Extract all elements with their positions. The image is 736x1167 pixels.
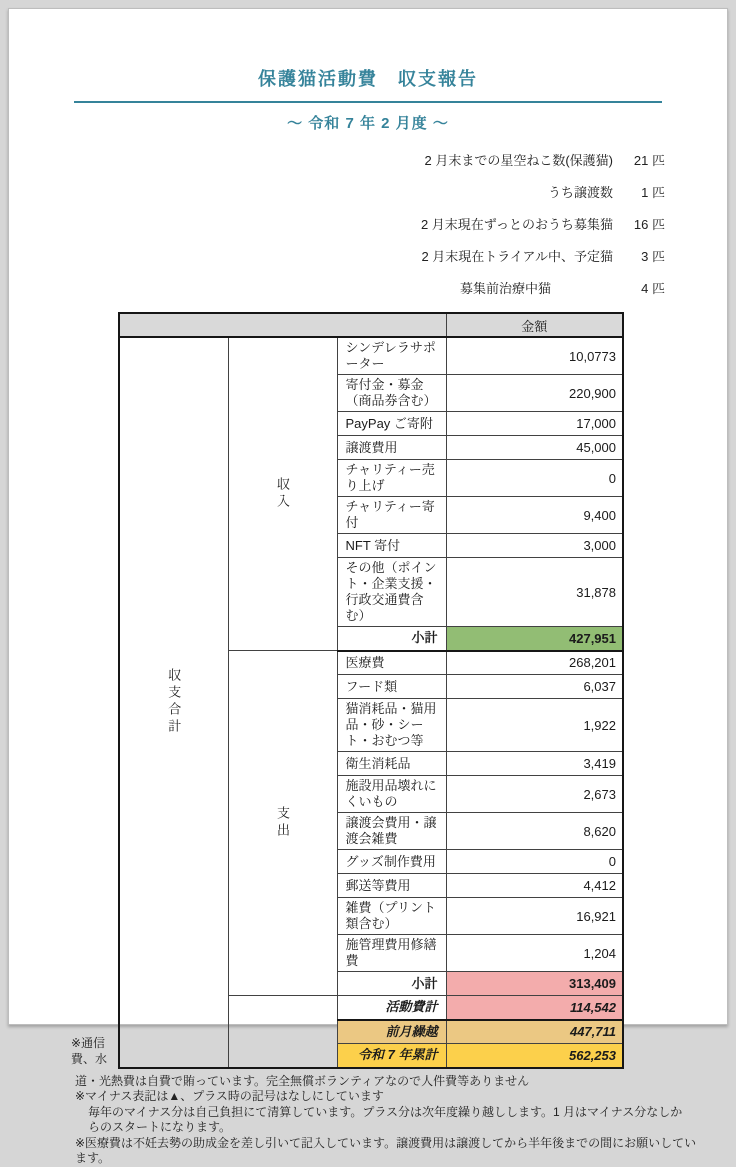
summary-label: 前月繰越	[337, 1020, 446, 1044]
row-label: 譲渡会費用・譲渡会雑費	[337, 813, 446, 850]
row-label: チャリティー売り上げ	[337, 460, 446, 497]
note-line: ※マイナス表記は▲、プラス時の記号はなしにしています	[75, 1089, 384, 1103]
row-label: 衛生消耗品	[337, 752, 446, 776]
cat-stats-block	[9, 150, 665, 310]
row-value: 268,201	[446, 651, 623, 675]
row-label: 郵送等費用	[337, 874, 446, 898]
section-label-income: 収入	[228, 337, 337, 651]
row-value: 3,000	[446, 534, 623, 558]
table-header-row	[119, 313, 623, 337]
note-side-fragment: ※通信費、水	[71, 1035, 108, 1066]
report-page	[8, 8, 728, 1165]
row-label: シンデレラサポーター	[337, 337, 446, 375]
stat-label: うち譲渡数	[547, 185, 613, 200]
header-empty-cell	[119, 313, 446, 337]
stat-row-shelter-cats	[9, 150, 665, 182]
stat-label: 募集前治療中猫	[459, 281, 551, 296]
subtotal-label: 小計	[337, 627, 446, 651]
income-row	[119, 337, 623, 375]
title-divider	[74, 101, 662, 103]
subtotal-value: 313,409	[446, 972, 623, 996]
row-label: フード類	[337, 675, 446, 699]
row-value: 220,900	[446, 375, 623, 412]
row-value: 2,673	[446, 776, 623, 813]
row-label: 雑費（プリント類含む）	[337, 898, 446, 935]
row-label: NFT 寄付	[337, 534, 446, 558]
stat-value: 3 匹	[641, 249, 665, 264]
summary-label: 活動費計	[337, 996, 446, 1020]
row-label: PayPay ご寄附	[337, 412, 446, 436]
stat-value: 1 匹	[641, 185, 665, 200]
row-value: 10,0773	[446, 337, 623, 375]
row-value: 1,204	[446, 935, 623, 972]
summary-label: 令和 7 年累計	[337, 1044, 446, 1068]
stat-value: 21 匹	[633, 153, 665, 168]
footnotes	[75, 1074, 697, 1167]
row-label: 譲渡費用	[337, 436, 446, 460]
section-label-expense: 支出	[228, 651, 337, 996]
report-table-wrap	[71, 312, 624, 1069]
summary-value: 562,253	[446, 1044, 623, 1068]
stat-label: 2 月末現在トライアル中、予定猫	[421, 249, 613, 264]
page-title: 保護猫活動費 収支報告	[258, 69, 478, 89]
row-label: チャリティー寄付	[337, 497, 446, 534]
summary-value: 447,711	[446, 1020, 623, 1044]
stat-value: 16 匹	[633, 217, 665, 232]
stat-row-trial	[9, 246, 665, 278]
row-label: 施管理費用修繕費	[337, 935, 446, 972]
row-value: 8,620	[446, 813, 623, 850]
summary-value: 114,542	[446, 996, 623, 1020]
row-value: 17,000	[446, 412, 623, 436]
row-label: グッズ制作費用	[337, 850, 446, 874]
row-label: その他（ポイント・企業支援・行政交通費含む）	[337, 558, 446, 627]
amount-column-header: 金額	[446, 313, 623, 337]
row-value: 6,037	[446, 675, 623, 699]
stat-label: 2 月末までの星空ねこ数(保護猫)	[424, 153, 613, 168]
row-value: 45,000	[446, 436, 623, 460]
row-value: 0	[446, 460, 623, 497]
note-line: ※医療費は不妊去勢の助成金を差し引いて記入しています。譲渡費用は譲渡してから半年後までの間にお願いしています。	[75, 1135, 697, 1165]
row-value: 4,412	[446, 874, 623, 898]
stat-row-in-treatment	[9, 278, 665, 310]
row-value: 1,922	[446, 699, 623, 752]
stat-label: 2 月末現在ずっとのおうち募集猫	[420, 217, 613, 232]
stat-row-adopted	[9, 182, 665, 214]
stat-value: 4 匹	[641, 281, 665, 296]
note-line: らのスタートになります。	[88, 1120, 232, 1134]
row-label: 寄付金・募金（商品券含む）	[337, 375, 446, 412]
row-value: 0	[446, 850, 623, 874]
section-empty-cell	[228, 996, 337, 1068]
row-value: 31,878	[446, 558, 623, 627]
note-line: 道・光熱費は自費で賄っています。完全無償ボランティアなので人件費等ありません	[75, 1073, 530, 1088]
note-line: 毎年のマイナス分は自己負担にて清算しています。プラス分は次年度繰り越しします。1 月はマイナス分なしか	[88, 1104, 683, 1119]
group-label-total: 収支合計	[119, 337, 228, 1068]
row-value: 3,419	[446, 752, 623, 776]
row-label: 医療費	[337, 651, 446, 675]
subtotal-label: 小計	[337, 972, 446, 996]
subtotal-value: 427,951	[446, 627, 623, 651]
row-label: 猫消耗品・猫用品・砂・シート・おむつ等	[337, 699, 446, 752]
stat-row-seeking-home	[9, 214, 665, 246]
row-label: 施設用品壊れにくいもの	[337, 776, 446, 813]
page-subtitle: ～ 令和 7 年 2 月度 ～	[287, 115, 449, 132]
row-value: 16,921	[446, 898, 623, 935]
income-expense-table	[118, 312, 624, 1069]
row-value: 9,400	[446, 497, 623, 534]
